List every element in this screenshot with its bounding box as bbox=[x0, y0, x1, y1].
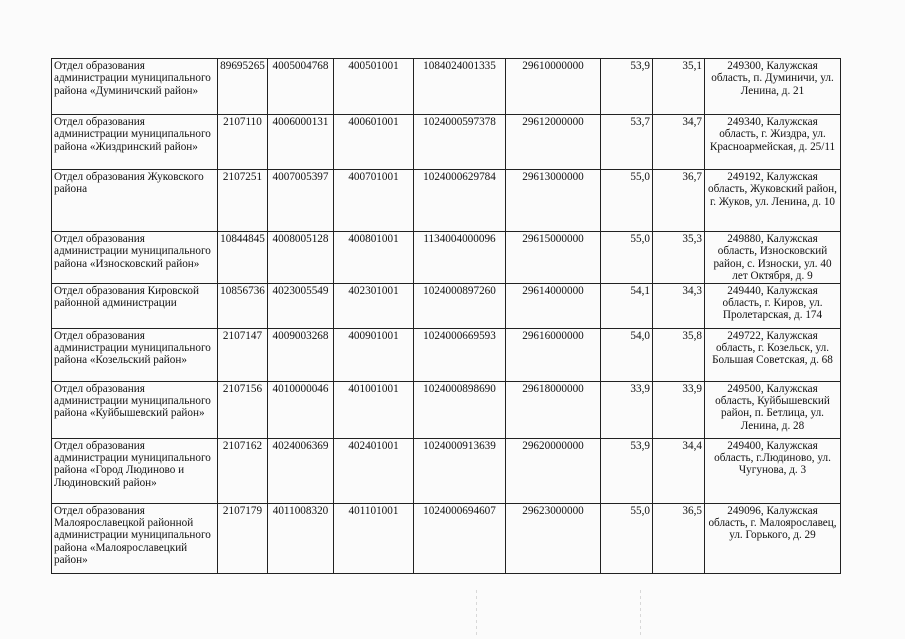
oktmo-cell: 29614000000 bbox=[506, 283, 601, 328]
value-2-cell: 35,1 bbox=[653, 59, 705, 115]
value-1-cell: 55,0 bbox=[601, 503, 653, 573]
ogrn-cell: 1084024001335 bbox=[414, 59, 506, 115]
value-1-cell: 54,0 bbox=[601, 328, 653, 381]
inn-cell: 4010000046 bbox=[268, 381, 334, 438]
organizations-table bbox=[51, 58, 841, 574]
value-2-cell: 35,8 bbox=[653, 328, 705, 381]
address-cell: 249340, Калужская область, г. Жиздра, ул. Красноармейская, д. 25/11 bbox=[705, 115, 841, 170]
value-1-cell: 54,1 bbox=[601, 283, 653, 328]
org-name-cell: Отдел образования Жуковского района bbox=[52, 170, 218, 232]
oktmo-cell: 29616000000 bbox=[506, 328, 601, 381]
kpp-cell: 400701001 bbox=[334, 170, 414, 232]
oktmo-cell: 29612000000 bbox=[506, 115, 601, 170]
value-2-cell: 35,3 bbox=[653, 232, 705, 284]
inn-cell: 4009003268 bbox=[268, 328, 334, 381]
org-name-cell: Отдел образования администрации муниципального района «Жиздринский район» bbox=[52, 115, 218, 170]
inn-cell: 4024006369 bbox=[268, 438, 334, 503]
okpo-code-cell: 2107110 bbox=[218, 115, 268, 170]
table-row bbox=[52, 503, 841, 573]
table-row bbox=[52, 170, 841, 232]
value-2-cell: 34,7 bbox=[653, 115, 705, 170]
address-cell: 249300, Калужская область, п. Думиничи, ул. Ленина, д. 21 bbox=[705, 59, 841, 115]
okpo-code-cell: 2107147 bbox=[218, 328, 268, 381]
oktmo-cell: 29613000000 bbox=[506, 170, 601, 232]
oktmo-cell: 29615000000 bbox=[506, 232, 601, 284]
okpo-code-cell: 2107156 bbox=[218, 381, 268, 438]
ogrn-cell: 1024000669593 bbox=[414, 328, 506, 381]
table-row bbox=[52, 381, 841, 438]
oktmo-cell: 29623000000 bbox=[506, 503, 601, 573]
table-row bbox=[52, 59, 841, 115]
org-name-cell: Отдел образования администрации муниципального района «Город Людиново и Людиновский район» bbox=[52, 438, 218, 503]
ogrn-cell: 1024000898690 bbox=[414, 381, 506, 438]
ogrn-cell: 1024000913639 bbox=[414, 438, 506, 503]
kpp-cell: 402301001 bbox=[334, 283, 414, 328]
ogrn-cell: 1024000897260 bbox=[414, 283, 506, 328]
value-1-cell: 55,0 bbox=[601, 170, 653, 232]
address-cell: 249192, Калужская область, Жуковский район, г. Жуков, ул. Ленина, д. 10 bbox=[705, 170, 841, 232]
ogrn-cell: 1134004000096 bbox=[414, 232, 506, 284]
okpo-code-cell: 10844845 bbox=[218, 232, 268, 284]
org-name-cell: Отдел образования администрации муниципального района «Куйбышевский район» bbox=[52, 381, 218, 438]
okpo-code-cell: 2107179 bbox=[218, 503, 268, 573]
kpp-cell: 401101001 bbox=[334, 503, 414, 573]
table-row bbox=[52, 283, 841, 328]
inn-cell: 4005004768 bbox=[268, 59, 334, 115]
ogrn-cell: 1024000597378 bbox=[414, 115, 506, 170]
oktmo-cell: 29620000000 bbox=[506, 438, 601, 503]
inn-cell: 4011008320 bbox=[268, 503, 334, 573]
inn-cell: 4008005128 bbox=[268, 232, 334, 284]
table-row bbox=[52, 115, 841, 170]
org-name-cell: Отдел образования администрации муниципального района «Козельский район» bbox=[52, 328, 218, 381]
value-1-cell: 53,9 bbox=[601, 59, 653, 115]
org-name-cell: Отдел образования Кировской районной администрации bbox=[52, 283, 218, 328]
scan-artifact-line bbox=[476, 590, 477, 635]
value-2-cell: 34,4 bbox=[653, 438, 705, 503]
ogrn-cell: 1024000694607 bbox=[414, 503, 506, 573]
inn-cell: 4007005397 bbox=[268, 170, 334, 232]
address-cell: 249440, Калужская область, г. Киров, ул. Пролетарская, д. 174 bbox=[705, 283, 841, 328]
value-2-cell: 36,7 bbox=[653, 170, 705, 232]
ogrn-cell: 1024000629784 bbox=[414, 170, 506, 232]
okpo-code-cell: 2107162 bbox=[218, 438, 268, 503]
inn-cell: 4006000131 bbox=[268, 115, 334, 170]
scan-artifact-line bbox=[640, 590, 641, 635]
table-row bbox=[52, 232, 841, 284]
address-cell: 249500, Калужская область, Куйбышевский район, п. Бетлица, ул. Ленина, д. 28 bbox=[705, 381, 841, 438]
org-name-cell: Отдел образования администрации муниципального района «Износковский район» bbox=[52, 232, 218, 284]
oktmo-cell: 29618000000 bbox=[506, 381, 601, 438]
value-2-cell: 33,9 bbox=[653, 381, 705, 438]
address-cell: 249096, Калужская область, г. Малоярославец, ул. Горького, д. 29 bbox=[705, 503, 841, 573]
okpo-code-cell: 10856736 bbox=[218, 283, 268, 328]
kpp-cell: 400901001 bbox=[334, 328, 414, 381]
kpp-cell: 400801001 bbox=[334, 232, 414, 284]
kpp-cell: 400501001 bbox=[334, 59, 414, 115]
value-2-cell: 36,5 bbox=[653, 503, 705, 573]
kpp-cell: 401001001 bbox=[334, 381, 414, 438]
okpo-code-cell: 89695265 bbox=[218, 59, 268, 115]
inn-cell: 4023005549 bbox=[268, 283, 334, 328]
address-cell: 249400, Калужская область, г.Людиново, ул. Чугунова, д. 3 bbox=[705, 438, 841, 503]
value-1-cell: 33,9 bbox=[601, 381, 653, 438]
value-1-cell: 53,9 bbox=[601, 438, 653, 503]
value-1-cell: 55,0 bbox=[601, 232, 653, 284]
org-name-cell: Отдел образования Малоярославецкой районной администрации муниципального района «Малоярославецкий район» bbox=[52, 503, 218, 573]
address-cell: 249722, Калужская область, г. Козельск, ул. Большая Советская, д. 68 bbox=[705, 328, 841, 381]
value-2-cell: 34,3 bbox=[653, 283, 705, 328]
okpo-code-cell: 2107251 bbox=[218, 170, 268, 232]
table-row bbox=[52, 328, 841, 381]
address-cell: 249880, Калужская область, Износковский район, с. Износки, ул. 40 лет Октября, д. 9 bbox=[705, 232, 841, 284]
oktmo-cell: 29610000000 bbox=[506, 59, 601, 115]
kpp-cell: 400601001 bbox=[334, 115, 414, 170]
value-1-cell: 53,7 bbox=[601, 115, 653, 170]
org-name-cell: Отдел образования администрации муниципального района «Думиничский район» bbox=[52, 59, 218, 115]
kpp-cell: 402401001 bbox=[334, 438, 414, 503]
table-row bbox=[52, 438, 841, 503]
